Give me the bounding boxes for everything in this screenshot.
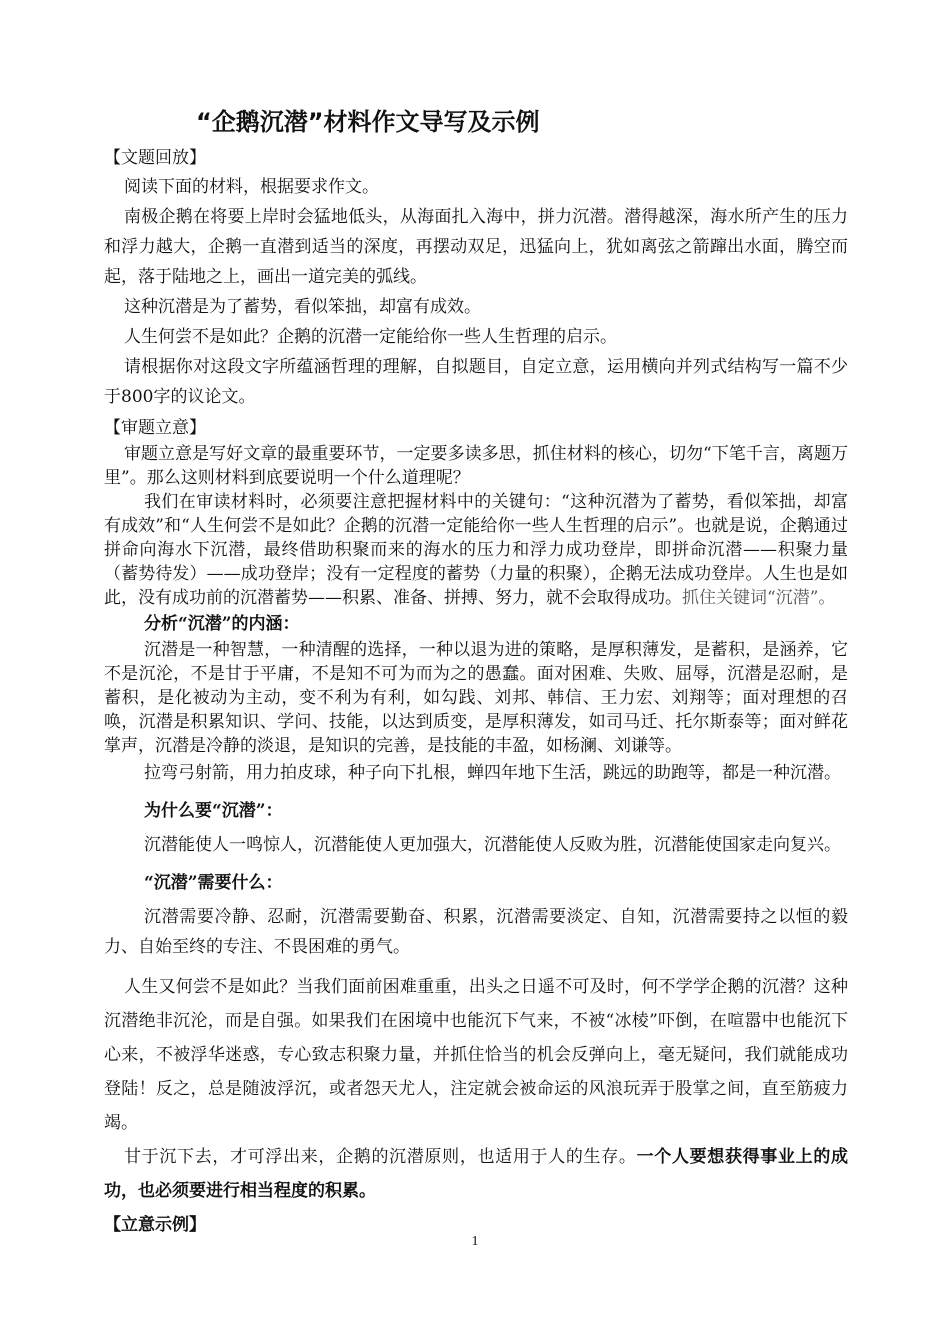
section-heading-analysis: 【审题立意】 bbox=[104, 418, 206, 438]
paragraph-emphasis: 一个人要想获得事业上的成功，也必须要进行相当程度的积累。 bbox=[104, 1147, 849, 1201]
paragraph-text: 我们在审读材料时，必须要注意把握材料中的关键句：“这种沉潜为了蓄势，看似笨拙，却富有成效”和“人生何尝不是如此？企鹅的沉潜一定能给你一些人生哲理的启示”。也就是说，企鹅通过拼命向海水下沉潜，最终借助积聚而来的海水的压力和浮力成功登岸，即拼命沉潜——积聚力量（蓄势待发）——成功登岸；没有一定程度的蓄势（力量的积聚），企鹅无法成功登岸。人生也是如此，没有成功前的沉潜蓄势——积累、准备、拼搏、努力，就不会取得成功。 bbox=[104, 492, 848, 608]
paragraph-text: 甘于沉下去，才可浮出来，企鹅的沉潜原则，也适用于人的生存。 bbox=[124, 1147, 637, 1167]
sub-heading-needs: “沉潜”需要什么： bbox=[144, 873, 283, 893]
sub-heading-meaning: 分析“沉潜”的内涵： bbox=[144, 614, 300, 634]
paragraph: 请根据你对这段文字所蕴涵哲理的理解，自拟题目，自定立意，运用横向并列式结构写一篇不少于800字的议论文。 bbox=[104, 357, 848, 407]
paragraph: 沉潜是一种智慧，一种清醒的选择，一种以退为进的策略，是厚积薄发，是蓄积，是涵养，它不是沉沦，不是甘于平庸，不是知不可为而为之的愚蠢。面对困难、失败、屈辱，沉潜是忍耐，是蓄积，是化被动为主动，变不利为有利，如勾践、刘邦、韩信、王力宏、刘翔等；面对理想的召唤，沉潜是积累知识、学问、技能，以达到质变，是厚积薄发，如司马迁、托尔斯泰等；面对鲜花掌声，沉潜是冷静的淡退，是知识的完善，是技能的丰盈，如杨澜、刘谦等。 bbox=[104, 640, 848, 756]
sub-heading-why: 为什么要“沉潜”： bbox=[144, 801, 283, 821]
paragraph: 人生又何尝不是如此？当我们面前困难重重，出头之日遥不可及时，何不学学企鹅的沉潜？这种沉潜绝非沉沦，而是自强。如果我们在困境中也能沉下气来，不被“冰棱”吓倒，在喧嚣中也能沉下心来，不被浮华迷惑，专心致志积聚力量，并抓住恰当的机会反弹向上，毫无疑问，我们就能成功登陆！反之，总是随波浮沉，或者怨天尤人，注定就会被命运的风浪玩弄于股掌之间，直至筋疲力竭。 bbox=[104, 977, 848, 1133]
section-heading-examples: 【立意示例】 bbox=[104, 1215, 206, 1235]
paragraph: 沉潜能使人一鸣惊人，沉潜能使人更加强大，沉潜能使人反败为胜，沉潜能使国家走向复兴。 bbox=[144, 835, 841, 855]
document-body bbox=[104, 106, 848, 1242]
paragraph: 南极企鹅在将要上岸时会猛地低头，从海面扎入海中，拼力沉潜。潜得越深，海水所产生的压力和浮力越大，企鹅一直潜到适当的深度，再摆动双足，迅猛向上，犹如离弦之箭蹿出水面，腾空而起，落于陆地之上，画出一道完美的弧线。 bbox=[104, 207, 848, 287]
paragraph-tail: 抓住关键词“沉潜”。 bbox=[682, 588, 836, 608]
paragraph: 沉潜需要冷静、忍耐，沉潜需要勤奋、积累，沉潜需要淡定、自知，沉潜需要持之以恒的毅力、自始至终的专注、不畏困难的勇气。 bbox=[104, 907, 848, 957]
paragraph: 拉弯弓射箭，用力拍皮球，种子向下扎根，蝉四年地下生活，跳远的助跑等，都是一种沉潜。 bbox=[144, 763, 841, 783]
paragraph bbox=[104, 1140, 848, 1208]
paragraph: 人生何尝不是如此？企鹅的沉潜一定能给你一些人生哲理的启示。 bbox=[124, 327, 617, 347]
document-title: “企鹅沉潜”材料作文导写及示例 bbox=[196, 108, 540, 136]
page-number: 1 bbox=[471, 1234, 479, 1249]
paragraph: 这种沉潜是为了蓄势，看似笨拙，却富有成效。 bbox=[124, 297, 481, 317]
paragraph bbox=[104, 490, 848, 610]
section-heading-prompt: 【文题回放】 bbox=[104, 148, 206, 168]
paragraph: 阅读下面的材料，根据要求作文。 bbox=[124, 177, 379, 197]
paragraph: 审题立意是写好文章的最重要环节，一定要多读多思，抓住材料的核心，切勿“下笔千言，离题万里”。那么这则材料到底要说明一个什么道理呢？ bbox=[104, 444, 848, 488]
